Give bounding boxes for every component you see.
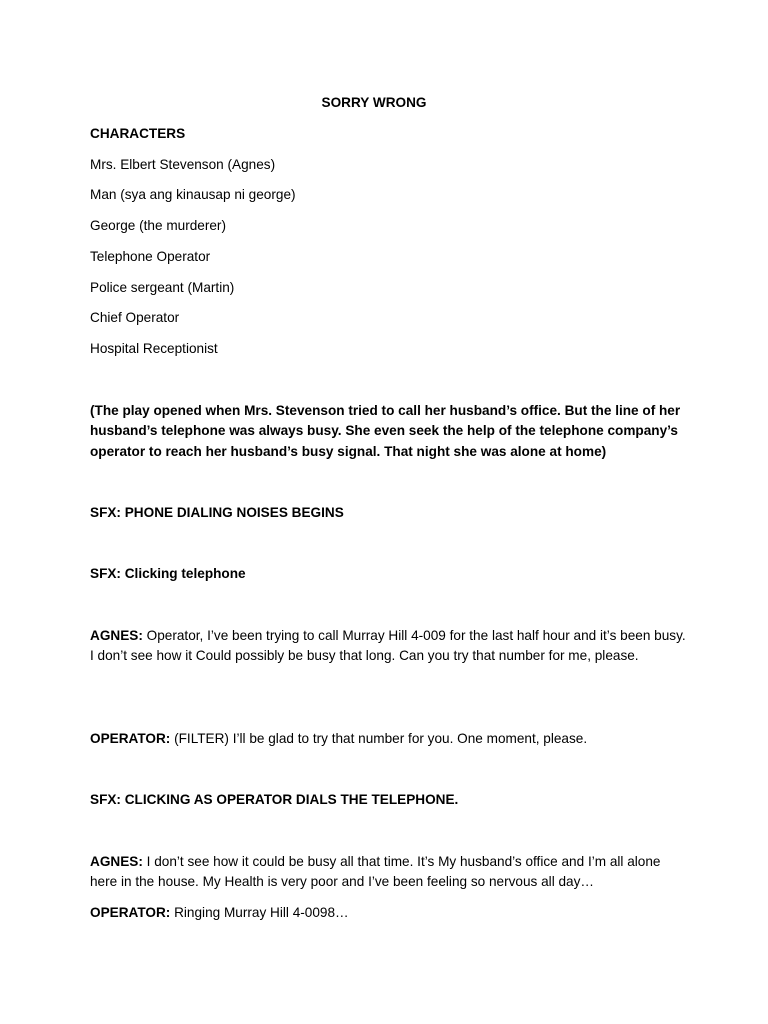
character-item: Hospital Receptionist	[90, 341, 218, 356]
speaker-name: AGNES:	[90, 854, 143, 869]
dialogue-line	[90, 903, 690, 923]
character-item: Man (sya ang kinausap ni george)	[90, 187, 296, 202]
character-item: Police sergeant (Martin)	[90, 280, 235, 295]
speaker-name: OPERATOR:	[90, 731, 171, 746]
intro-paragraph: (The play opened when Mrs. Stevenson tried to call her husband’s office. But the line of her husband’s telephone was always busy. She even seek the help of the telephone company’s operator to reach her husband’s busy signal. That night she was alone at home)	[90, 403, 681, 459]
dialogue-line	[90, 852, 690, 893]
characters-heading: CHARACTERS	[90, 126, 186, 141]
character-item: Mrs. Elbert Stevenson (Agnes)	[90, 157, 276, 172]
dialogue-text: (FILTER) I’ll be glad to try that number for you. One moment, please.	[170, 731, 588, 746]
dialogue-line	[90, 626, 690, 667]
sfx-direction: SFX: CLICKING AS OPERATOR DIALS THE TELEPHONE.	[90, 792, 459, 807]
speaker-name: AGNES:	[90, 628, 143, 643]
document-title: SORRY WRONG	[321, 95, 427, 110]
dialogue-text: I don’t see how it could be busy all that time. It’s My husband’s office and I’m all alone here in the house. My Health is very poor and I’ve been feeling so nervous all day…	[90, 854, 661, 890]
character-item: Chief Operator	[90, 310, 180, 325]
dialogue-line	[90, 729, 690, 749]
dialogue-text: Operator, I’ve been trying to call Murray Hill 4-009 for the last half hour and it’s been busy. I don’t see how it Could possibly be busy that long. Can you try that number for me, please.	[90, 628, 686, 664]
dialogue-text: Ringing Murray Hill 4-0098…	[170, 905, 349, 920]
sfx-direction: SFX: PHONE DIALING NOISES BEGINS	[90, 505, 344, 520]
character-item: George (the murderer)	[90, 218, 226, 233]
character-item: Telephone Operator	[90, 249, 211, 264]
speaker-name: OPERATOR:	[90, 905, 171, 920]
sfx-direction: SFX: Clicking telephone	[90, 566, 246, 581]
